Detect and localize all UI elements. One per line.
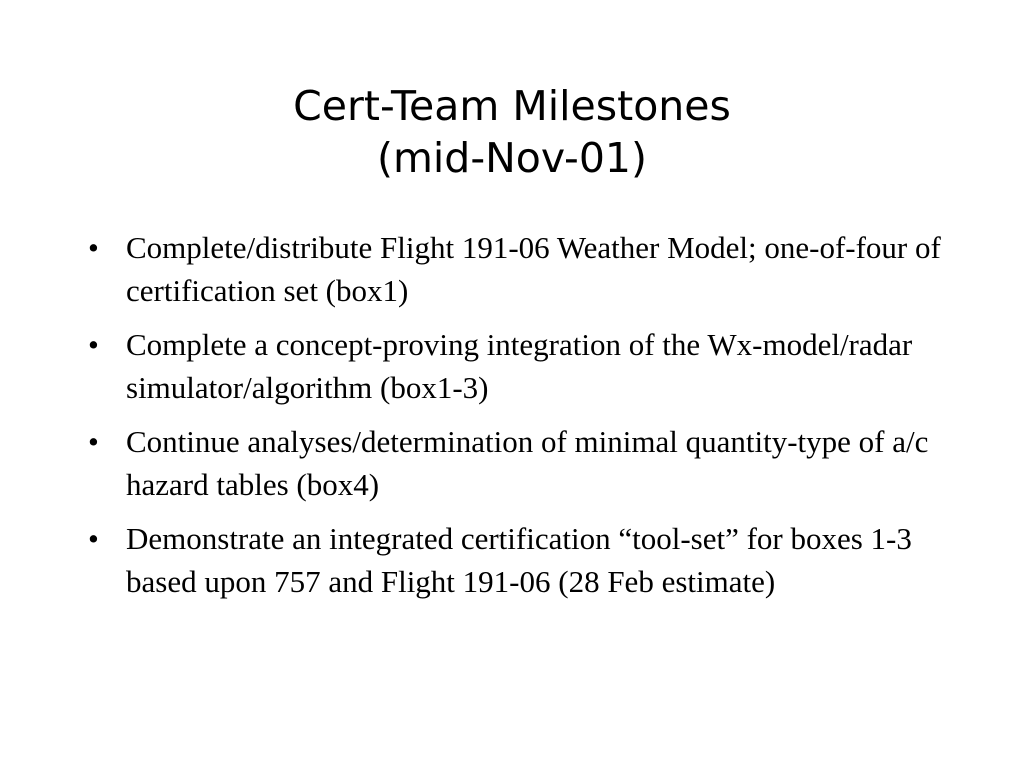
bullet-item — [88, 323, 968, 409]
bullet-text: Complete a concept-proving integration of the Wx-model/radar simulator/algorithm (box1-3) — [126, 327, 913, 405]
bullet-icon: • — [88, 424, 99, 459]
slide-title — [0, 80, 1024, 184]
bullet-icon: • — [88, 230, 99, 265]
bullet-icon: • — [88, 327, 99, 362]
bullet-icon: • — [88, 521, 99, 556]
bullet-item — [88, 517, 968, 603]
slide-title-line-2: (mid-Nov-01) — [376, 134, 648, 182]
bullet-text: Complete/distribute Flight 191-06 Weather Model; one-of-four of certification set (box1) — [126, 230, 941, 308]
bullet-list — [88, 226, 968, 614]
bullet-text: Demonstrate an integrated certification “tool-set” for boxes 1-3 based upon 757 and Flight 191-06 (28 Feb estimate) — [126, 521, 912, 599]
slide-title-line-1: Cert-Team Milestones — [293, 82, 731, 130]
bullet-text: Continue analyses/determination of minimal quantity-type of a/c hazard tables (box4) — [126, 424, 929, 502]
bullet-item — [88, 226, 968, 312]
bullet-item — [88, 420, 968, 506]
